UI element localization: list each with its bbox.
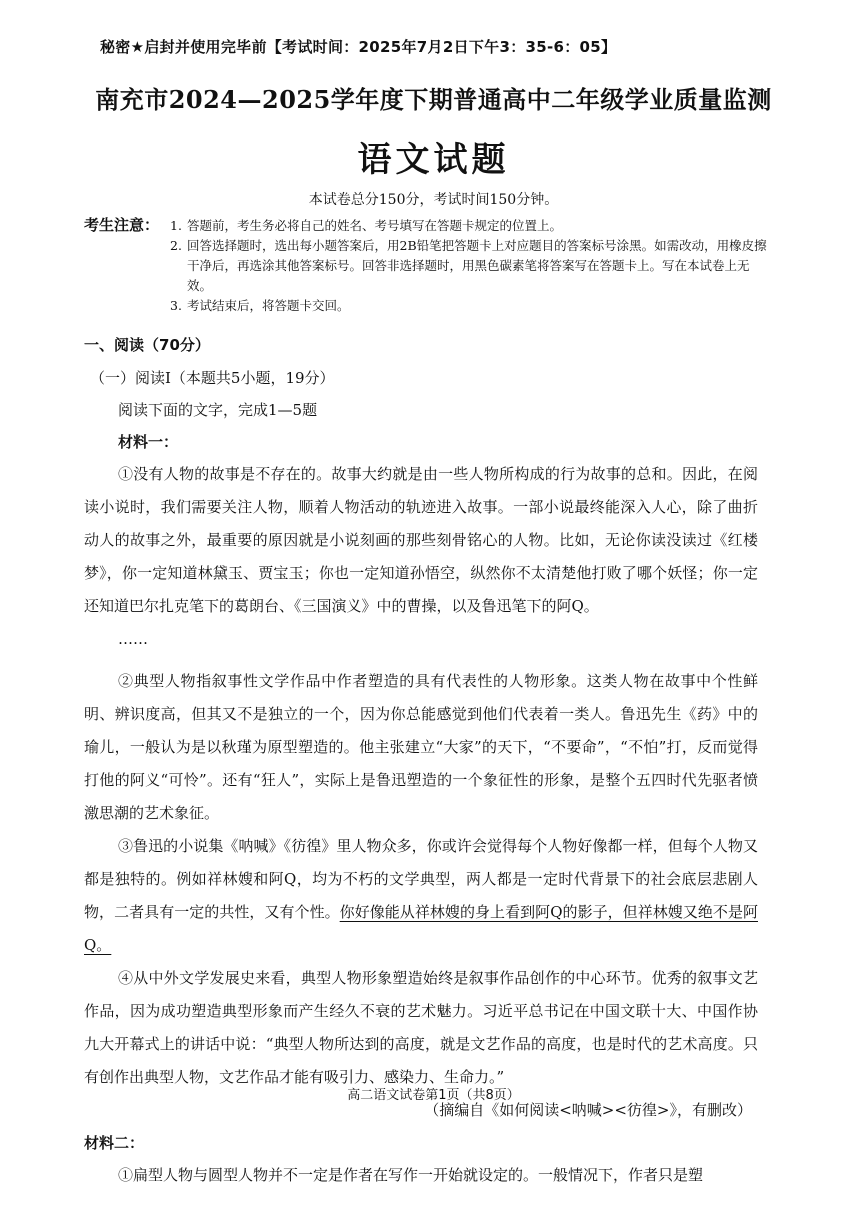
subject-title: 语文试题 (357, 140, 510, 180)
source-citation: （摘编自《如何阅读<呐喊><彷徨>》，有删改） (424, 1101, 752, 1119)
page-footer: 高二语文试卷第1页（共8页） (347, 1088, 520, 1103)
notice-number: 1. (170, 218, 182, 233)
notice-label: 考生注意： (84, 216, 160, 234)
confidential-notice: 秘密★启封并使用完毕前【考试时间：2025年7月2日下午3：35-6：05】 (100, 38, 617, 56)
material-two-label: 材料二： (84, 1134, 145, 1152)
notice-list (170, 216, 770, 316)
material-one-paragraph-4: ④从中外文学发展史来看，典型人物形象塑造始终是叙事作品创作的中心环节。优秀的叙事文艺作品，因为成功塑造典型形象而产生经久不衰的艺术魅力。习近平总书记在中国文联十大、中国作协九大开幕式上的讲话中说：“典型人物所达到的高度，就是文艺作品的高度，也是时代的艺术高度。只有创作出典型人物，文艺作品才能有吸引力、感染力、生命力。” (84, 969, 758, 1086)
material-one-paragraph-1: ①没有人物的故事是不存在的。故事大约就是由一些人物所构成的行为故事的总和。因此，在阅读小说时，我们需要关注人物，顺着人物活动的轨迹进入故事。一部小说最终能深入人心，除了曲折动人的故事之外，最重要的原因就是小说刻画的那些刻骨铭心的人物。比如，无论你读没读过《红楼梦》，你一定知道林黛玉、贾宝玉；你也一定知道孙悟空，纵然你不太清楚他打败了哪个妖怪；你一定还知道巴尔扎克笔下的葛朗台、《三国演义》中的曹操，以及鲁迅笔下的阿Q。 (84, 465, 758, 615)
exam-title: 南充市2024—2025学年度下期普通高中二年级学业质量监测 (95, 85, 772, 114)
notice-item (170, 296, 770, 316)
notice-number: 2. (170, 238, 182, 253)
paragraph-text: ③鲁迅的小说集《呐喊》《彷徨》里人物众多，你或许会觉得每个人物好像都一样，但每个人物又都是独特的。例如祥林嫂和阿Q，均为不朽的文学典型，两人都是一定时代背景下的社会底层悲剧人物，二者具有一定的共性，又有个性。 (84, 837, 758, 921)
underlined-sentence: 你好像能从祥林嫂的身上看到阿Q的影子，但祥林嫂又绝不是阿Q。 (84, 903, 758, 954)
notice-text: 回答选择题时，选出每小题答案后，用2B铅笔把答题卡上对应题目的答案标号涂黑。如需改动，用橡皮擦干净后，再选涂其他答案标号。回答非选择题时，用黑色碳素笔将答案写在答题卡上。写在本试卷上无效。 (187, 238, 767, 293)
notice-item (170, 236, 770, 296)
notice-item (170, 216, 770, 236)
section-heading: 一、阅读（70分） (84, 336, 210, 354)
material-one-paragraph-2: ②典型人物指叙事性文学作品中作者塑造的具有代表性的人物形象。这类人物在故事中个性鲜明、辨识度高，但其又不是独立的一个，因为你总能感觉到他们代表着一类人。鲁迅先生《药》中的瑜儿，一般认为是以秋瑾为原型塑造的。他主张建立“大家”的天下，“不要命”，“不怕”打，反而觉得打他的阿义“可怜”。还有“狂人”，实际上是鲁迅塑造的一个象征性的形象，是整个五四时代先驱者愤激思潮的艺术象征。 (84, 672, 758, 822)
score-time-info: 本试卷总分150分，考试时间150分钟。 (308, 192, 559, 208)
omission-mark: …… (118, 630, 148, 648)
subsection-heading: （一）阅读Ⅰ（本题共5小题，19分） (90, 369, 335, 387)
notice-number: 3. (170, 298, 182, 313)
material-one-paragraph-3 (84, 830, 758, 962)
notice-text: 答题前，考生务必将自己的姓名、考号填写在答题卡规定的位置上。 (187, 218, 563, 233)
notice-text: 考试结束后，将答题卡交回。 (187, 298, 350, 313)
reading-instruction: 阅读下面的文字，完成1—5题 (118, 401, 318, 419)
reading-section (84, 330, 758, 1192)
material-one-label: 材料一： (118, 433, 179, 451)
material-two-paragraph-1: ①扁型人物与圆型人物并不一定是作者在写作一开始就设定的。一般情况下，作者只是塑 (118, 1166, 704, 1184)
